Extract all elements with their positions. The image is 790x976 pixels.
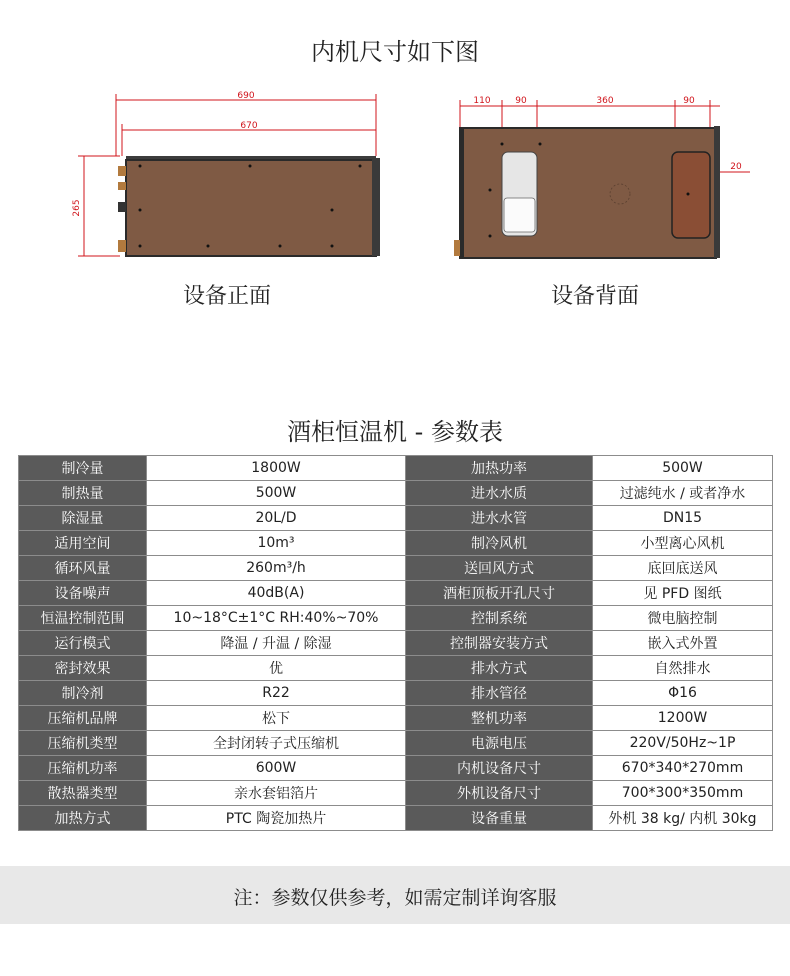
spec-label-cell: 散热器类型 (19, 781, 147, 806)
footer-note: 注：参数仅供参考，如需定制详询客服 (233, 887, 557, 909)
spec-label-cell: 压缩机功率 (19, 756, 147, 781)
spec-label-cell: 适用空间 (19, 531, 147, 556)
spec-label-cell: 控制系统 (406, 606, 593, 631)
table-row (19, 631, 773, 656)
spec-label-cell: 设备重量 (406, 806, 593, 831)
spec-label-cell: 制冷量 (19, 456, 147, 481)
spec-value-cell: 220V/50Hz~1P (593, 731, 773, 756)
back-pipe-fitting (454, 240, 460, 256)
table-row (19, 606, 773, 631)
spec-value-cell: R22 (147, 681, 406, 706)
spec-value-cell: PTC 陶瓷加热片 (147, 806, 406, 831)
back-dim-20: 20 (730, 162, 742, 172)
spec-label-cell: 除湿量 (19, 506, 147, 531)
back-dim-90a: 90 (515, 96, 527, 106)
back-dim-360: 360 (596, 96, 614, 106)
spec-label-cell: 排水管径 (406, 681, 593, 706)
spec-label-cell: 压缩机类型 (19, 731, 147, 756)
table-row (19, 556, 773, 581)
spec-value-cell: 优 (147, 656, 406, 681)
front-dim-265: 265 (72, 199, 82, 217)
spec-label-cell: 整机功率 (406, 706, 593, 731)
spec-label-cell: 密封效果 (19, 656, 147, 681)
spec-value-cell: 10~18°C±1°C RH:40%~70% (147, 606, 406, 631)
table-row (19, 681, 773, 706)
spec-label-cell: 排水方式 (406, 656, 593, 681)
table-row (19, 756, 773, 781)
spec-label-cell: 进水水质 (406, 481, 593, 506)
spec-label-cell: 运行模式 (19, 631, 147, 656)
spec-label-cell: 恒温控制范围 (19, 606, 147, 631)
table-row (19, 581, 773, 606)
back-left-edge (460, 128, 464, 258)
back-view-drawing (440, 86, 760, 266)
spec-value-cell: 降温 / 升温 / 除湿 (147, 631, 406, 656)
front-view-caption: 设备正面 (183, 284, 272, 309)
back-right-edge (714, 126, 720, 258)
spec-value-cell: 全封闭转子式压缩机 (147, 731, 406, 756)
page-title: 内机尺寸如下图 (311, 38, 479, 66)
spec-value-cell: 嵌入式外置 (593, 631, 773, 656)
spec-value-cell: 600W (147, 756, 406, 781)
spec-value-cell: 微电脑控制 (593, 606, 773, 631)
spec-label-cell: 进水水管 (406, 506, 593, 531)
spec-value-cell: 松下 (147, 706, 406, 731)
front-dim-690: 690 (237, 91, 255, 101)
back-view-caption: 设备背面 (551, 284, 640, 309)
spec-label-cell: 制冷风机 (406, 531, 593, 556)
spec-value-cell: 20L/D (147, 506, 406, 531)
spec-value-cell: 1200W (593, 706, 773, 731)
table-row (19, 531, 773, 556)
spec-label-cell: 制热量 (19, 481, 147, 506)
table-row (19, 481, 773, 506)
table-row (19, 456, 773, 481)
spec-value-cell: 260m³/h (147, 556, 406, 581)
spec-value-cell: 500W (147, 481, 406, 506)
table-row (19, 806, 773, 831)
back-supply-air-opening (672, 152, 710, 238)
spec-value-cell: 自然排水 (593, 656, 773, 681)
spec-label-cell: 设备噪声 (19, 581, 147, 606)
table-row (19, 706, 773, 731)
front-pipe-fitting-4 (118, 240, 126, 252)
spec-value-cell: 40dB(A) (147, 581, 406, 606)
spec-label-cell: 压缩机品牌 (19, 706, 147, 731)
spec-table (18, 455, 773, 831)
spec-label-cell: 电源电压 (406, 731, 593, 756)
back-dim-90b: 90 (683, 96, 695, 106)
front-dim-670: 670 (240, 121, 258, 131)
front-pipe-fitting-2 (118, 182, 126, 190)
spec-value-cell: 500W (593, 456, 773, 481)
spec-value-cell: 底回底送风 (593, 556, 773, 581)
table-row (19, 731, 773, 756)
spec-value-cell: 小型离心风机 (593, 531, 773, 556)
spec-label-cell: 送回风方式 (406, 556, 593, 581)
spec-label-cell: 加热功率 (406, 456, 593, 481)
spec-value-cell: 过滤纯水 / 或者净水 (593, 481, 773, 506)
spec-label-cell: 循环风量 (19, 556, 147, 581)
front-view-drawing (70, 86, 400, 266)
front-right-edge (372, 158, 380, 256)
spec-label-cell: 加热方式 (19, 806, 147, 831)
spec-value-cell: 见 PFD 图纸 (593, 581, 773, 606)
spec-label-cell: 制冷剂 (19, 681, 147, 706)
spec-value-cell: 670*340*270mm (593, 756, 773, 781)
spec-label-cell: 内机设备尺寸 (406, 756, 593, 781)
front-pipe-fitting-1 (118, 166, 126, 176)
spec-value-cell: 亲水套铝箔片 (147, 781, 406, 806)
spec-table-title: 酒柜恒温机 - 参数表 (287, 418, 503, 446)
table-row (19, 506, 773, 531)
table-row (19, 656, 773, 681)
back-dim-110: 110 (473, 96, 491, 106)
spec-label-cell: 控制器安装方式 (406, 631, 593, 656)
front-body-panel (126, 160, 376, 256)
spec-value-cell: DN15 (593, 506, 773, 531)
table-row (19, 781, 773, 806)
spec-value-cell: 外机 38 kg/ 内机 30kg (593, 806, 773, 831)
spec-value-cell: 700*300*350mm (593, 781, 773, 806)
spec-value-cell: 10m³ (147, 531, 406, 556)
spec-value-cell: 1800W (147, 456, 406, 481)
front-pipe-fitting-3 (118, 202, 126, 212)
spec-label-cell: 酒柜顶板开孔尺寸 (406, 581, 593, 606)
back-filter-panel (504, 198, 535, 232)
spec-label-cell: 外机设备尺寸 (406, 781, 593, 806)
spec-value-cell: Φ16 (593, 681, 773, 706)
